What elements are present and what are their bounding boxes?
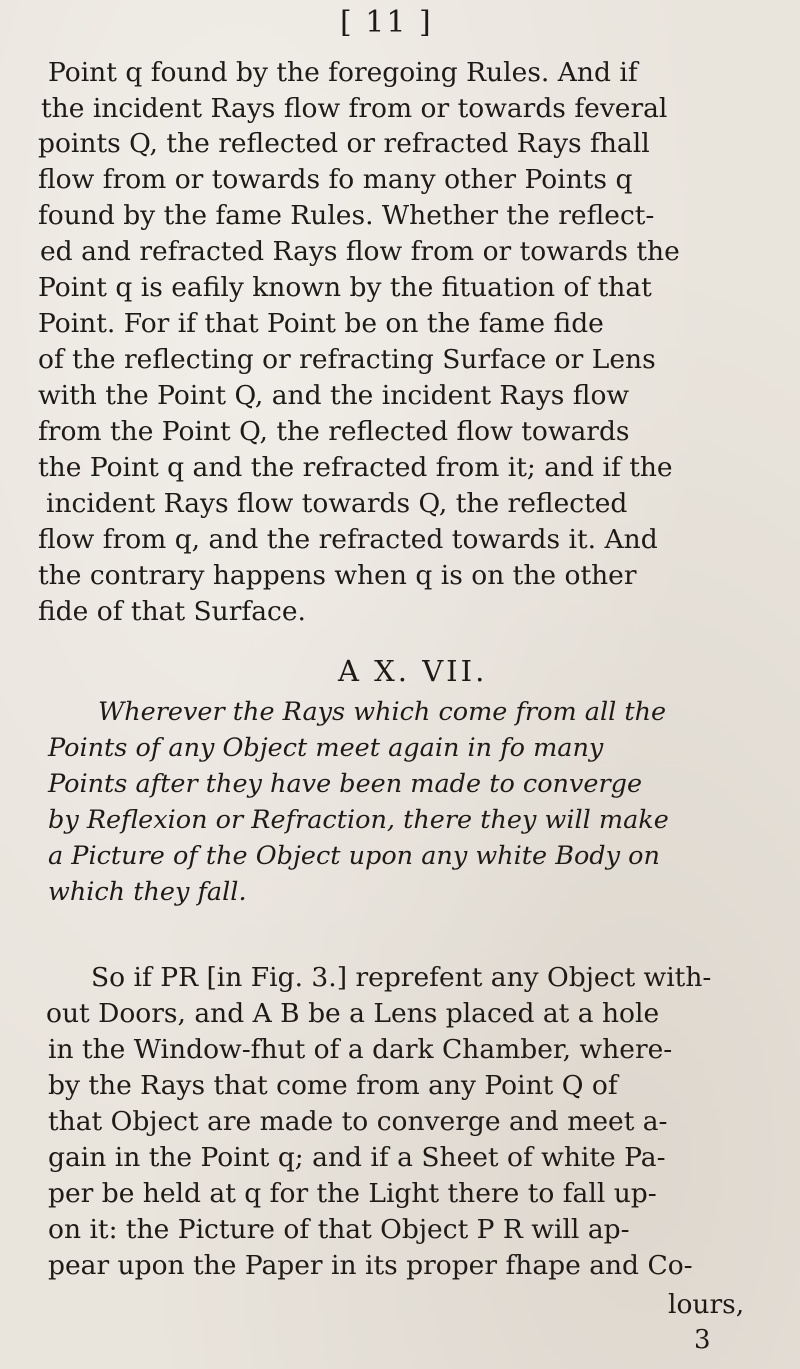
text-line: Point q is eafily known by the fituation of that	[38, 272, 652, 303]
text-line: points Q, the reflected or refracted Rays fhall	[38, 128, 650, 159]
text-line: by Reflexion or Refraction, there they will make	[48, 805, 669, 835]
text-line: Points after they have been made to converge	[48, 769, 643, 799]
text-line: the Point q and the refracted from it; and if the	[38, 452, 673, 483]
axiom-heading: A X. VII.	[338, 654, 488, 688]
text-line: of the reflecting or refracting Surface or Lens	[38, 344, 656, 375]
text-line: fide of that Surface.	[38, 596, 306, 627]
text-line: out Doors, and A B be a Lens placed at a hole	[46, 998, 660, 1029]
text-line: Wherever the Rays which come from all the	[98, 697, 667, 727]
text-line: incident Rays flow towards Q, the reflected	[46, 488, 628, 519]
text-line: on it: the Picture of that Object P R will ap-	[48, 1214, 630, 1245]
text-line: flow from or towards fo many other Points q	[38, 164, 633, 195]
text-line: Point. For if that Point be on the fame fide	[38, 308, 604, 339]
text-line: So if PR [in Fig. 3.] reprefent any Object with-	[91, 962, 712, 993]
text-line: ed and refracted Rays flow from or towards the	[40, 236, 680, 267]
text-line: a Picture of the Object upon any white Body on	[48, 841, 660, 871]
text-line: pear upon the Paper in its proper fhape and Co-	[48, 1250, 693, 1281]
text-line: Points of any Object meet again in fo many	[48, 733, 604, 763]
text-line: from the Point Q, the reflected flow towards	[38, 416, 630, 447]
text-line: the incident Rays flow from or towards feveral	[41, 93, 668, 124]
text-line: flow from q, and the refracted towards it. And	[38, 524, 658, 555]
text-line: which they fall.	[48, 877, 247, 907]
text-line: Point q found by the foregoing Rules. And if	[48, 57, 638, 88]
text-line: the contrary happens when q is on the other	[38, 560, 637, 591]
text-line: in the Window-fhut of a dark Chamber, where-	[48, 1034, 673, 1065]
signature-mark: 3	[694, 1325, 711, 1355]
text-line: by the Rays that come from any Point Q of	[48, 1070, 618, 1101]
text-line: gain in the Point q; and if a Sheet of white Pa-	[48, 1142, 666, 1173]
catchword: lours,	[668, 1289, 745, 1320]
text-line: with the Point Q, and the incident Rays flow	[38, 380, 630, 411]
text-line: found by the fame Rules. Whether the reflect-	[38, 200, 655, 231]
page-number: [ 11 ]	[340, 5, 433, 40]
text-line: that Object are made to converge and meet a-	[48, 1106, 668, 1137]
text-line: per be held at q for the Light there to fall up-	[48, 1178, 657, 1209]
